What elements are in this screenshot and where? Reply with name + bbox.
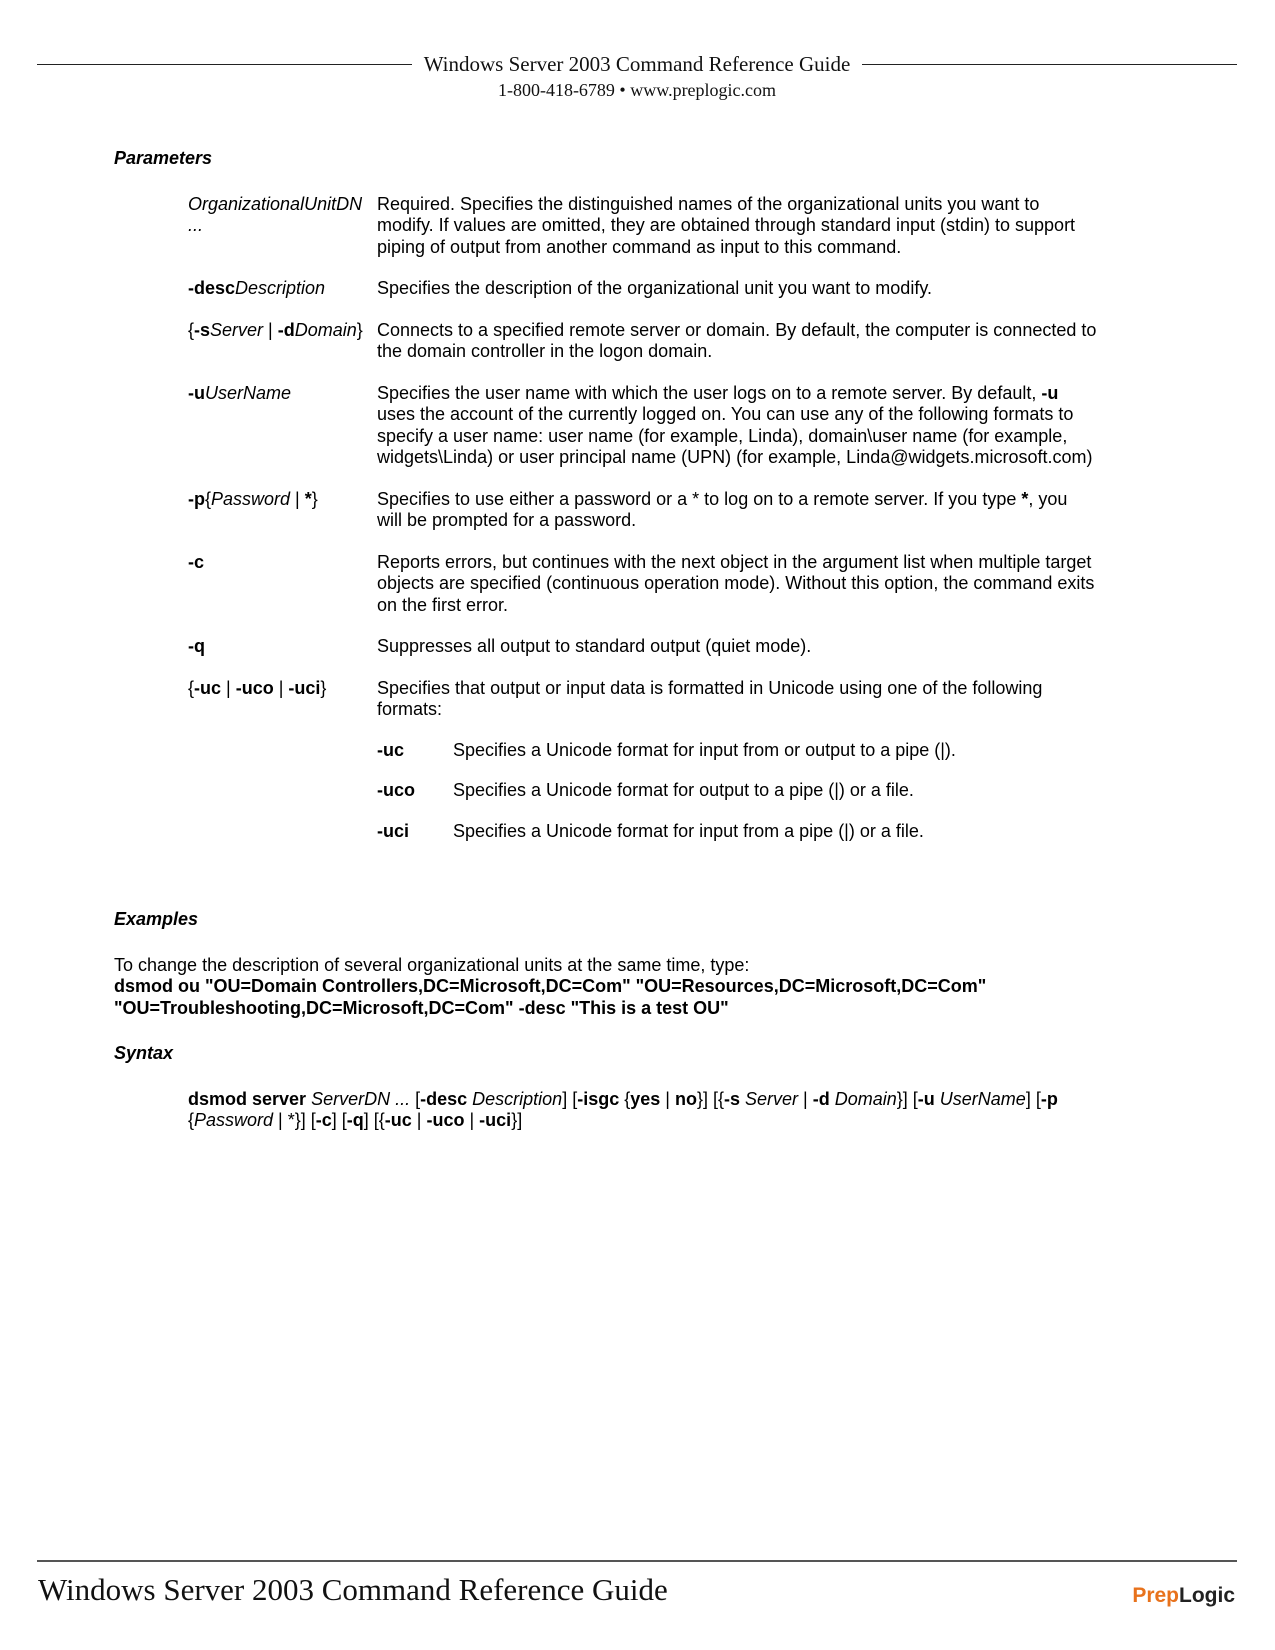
header-rule-right — [862, 64, 1237, 65]
syntax-arg: ServerDN ... — [306, 1088, 411, 1109]
examples-heading: Examples — [114, 909, 199, 929]
syntax-punct: ] [ — [562, 1088, 578, 1109]
param-desc — [377, 489, 1097, 532]
param-name — [188, 278, 377, 300]
syntax-arg: Description — [467, 1088, 563, 1109]
syntax-flag: -uco — [426, 1110, 465, 1130]
param-name-italic: Server — [210, 319, 264, 340]
syntax-arg: Server — [740, 1088, 799, 1109]
syntax-punct: { — [188, 1110, 195, 1130]
param-desc: Suppresses all output to standard output (quiet mode). — [377, 636, 812, 656]
syntax-flag: no — [674, 1088, 697, 1109]
param-desc — [377, 383, 1097, 469]
page-header — [37, 52, 1237, 101]
param-punct: | — [273, 677, 289, 698]
param-name — [188, 320, 377, 363]
param-name — [188, 552, 377, 617]
logo-logic: Logic — [1179, 1584, 1235, 1607]
header-rule-left — [37, 64, 412, 65]
param-name-italic: Description — [235, 278, 326, 298]
param-desc-text: uses the account of the currently logged on. You can use any of the following formats to specify a user name: user name (for example, Linda), domain\user name (for example, widgets\Linda) or user principal name (UPN) (for example, Linda@widgets.microsoft.com) — [377, 404, 1093, 467]
param-name-italic: Domain — [294, 319, 357, 340]
syntax-punct: }] [ — [896, 1088, 918, 1109]
param-flag: -s — [194, 319, 211, 340]
param-name — [188, 194, 377, 259]
param-desc: Connects to a specified remote server or domain. By default, the computer is connected to the domain controller in the logon domain. — [377, 319, 1097, 361]
param-name-italic: Password — [211, 488, 291, 509]
syntax-punct: | — [411, 1110, 427, 1130]
syntax-punct: [ — [410, 1088, 421, 1109]
param-desc-text: Specifies to use either a password or a * to log on to a remote server. If you type — [377, 488, 1022, 509]
param-punct: } — [320, 677, 327, 698]
param-desc-text: Specifies that output or input data is formatted in Unicode using one of the following formats: — [377, 677, 1043, 719]
header-title: Windows Server 2003 Command Reference Guide — [423, 52, 851, 76]
syntax-arg: UserName — [934, 1088, 1026, 1109]
param-name-italic: UserName — [205, 382, 292, 403]
footer-title: Windows Server 2003 Command Reference Guide — [38, 1572, 668, 1607]
unicode-format-flag: -uci — [377, 820, 410, 841]
syntax-arg: Domain — [829, 1088, 897, 1109]
page-content — [114, 148, 1114, 1132]
syntax-flag: -u — [917, 1088, 935, 1109]
param-punct: | — [290, 488, 305, 509]
param-flag: -p — [188, 488, 205, 509]
param-desc: Reports errors, but continues with the next object in the argument list when multiple target objects are specified (continuous operation mode). Without this option, the command exits on the first error. — [377, 551, 1095, 615]
parameters-heading: Parameters — [114, 148, 213, 168]
syntax-punct: | — [798, 1088, 813, 1109]
syntax-flag: -d — [812, 1088, 830, 1109]
param-flag: -c — [188, 551, 205, 572]
param-row — [188, 678, 1114, 862]
param-row — [188, 489, 1114, 532]
param-row — [188, 320, 1114, 363]
param-flag: -q — [188, 636, 205, 656]
footer-rule — [37, 1560, 1237, 1562]
syntax-punct: ] [ — [331, 1110, 347, 1130]
param-punct: } — [356, 319, 363, 340]
preplogic-logo — [1132, 1584, 1235, 1608]
unicode-format-row — [377, 821, 1097, 843]
param-row — [188, 383, 1114, 469]
unicode-format-row — [377, 740, 1097, 762]
header-title-row — [37, 52, 1237, 77]
param-name — [188, 678, 377, 862]
param-desc — [377, 678, 1097, 862]
syntax-flag: yes — [630, 1088, 661, 1109]
param-flag: -desc — [188, 278, 236, 298]
param-row — [188, 194, 1114, 259]
param-name — [188, 489, 377, 532]
param-name — [188, 383, 377, 469]
param-flag: -uco — [235, 677, 274, 698]
syntax-line — [188, 1089, 1093, 1132]
unicode-format-list — [377, 740, 1097, 843]
param-desc-flag: * — [1021, 488, 1029, 509]
param-flag: -uci — [288, 677, 321, 698]
example-block — [114, 955, 1114, 1020]
syntax-heading: Syntax — [114, 1043, 174, 1063]
param-punct: | — [263, 319, 278, 340]
syntax-arg: Password — [194, 1110, 274, 1130]
param-name — [188, 636, 377, 658]
param-punct: { — [188, 319, 195, 340]
syntax-flag: -q — [346, 1110, 364, 1130]
syntax-punct: ] [ — [1025, 1088, 1041, 1109]
syntax-punct: | *}] [ — [273, 1110, 316, 1130]
syntax-flag: -isgc — [577, 1088, 620, 1109]
syntax-flag: -desc — [420, 1088, 468, 1109]
syntax-punct: | — [660, 1088, 675, 1109]
unicode-format-row — [377, 780, 1097, 802]
syntax-punct: { — [619, 1088, 631, 1109]
unicode-format-flag: -uc — [377, 739, 404, 760]
syntax-command: dsmod server — [188, 1088, 307, 1109]
syntax-flag: -uci — [479, 1110, 512, 1130]
syntax-punct: }] — [511, 1110, 523, 1130]
param-punct: } — [311, 488, 318, 509]
param-flag: -d — [277, 319, 295, 340]
unicode-format-desc: Specifies a Unicode format for input from a pipe (|) or a file. — [453, 820, 924, 841]
param-desc-text: , you will be prompted for a password. — [377, 488, 1068, 530]
param-desc-flag: -u — [1041, 382, 1059, 403]
logo-prep: Prep — [1132, 1584, 1179, 1607]
param-punct: { — [205, 488, 212, 509]
param-flag: -u — [188, 382, 205, 403]
param-row — [188, 278, 1114, 300]
header-contact: 1-800-418-6789 • www.preplogic.com — [497, 80, 777, 100]
syntax-flag: -uc — [384, 1110, 412, 1130]
syntax-flag: -s — [724, 1088, 741, 1109]
param-row — [188, 552, 1114, 617]
syntax-punct: }] [{ — [696, 1088, 724, 1109]
syntax-punct: ] [{ — [363, 1110, 385, 1130]
parameters-list — [188, 194, 1114, 862]
example-command: dsmod ou "OU=Domain Controllers,DC=Microsoft,DC=Com" "OU=Resources,DC=Microsoft,DC=Com" "OU=Troubleshooting,DC=Microsoft,DC=Com" -desc "This is a test OU" — [114, 976, 987, 1018]
param-flag: -uc — [194, 677, 222, 698]
param-row — [188, 636, 1114, 658]
param-punct: { — [188, 677, 195, 698]
example-intro: To change the description of several organizational units at the same time, type: — [114, 954, 750, 975]
unicode-format-desc: Specifies a Unicode format for output to a pipe (|) or a file. — [453, 780, 914, 800]
syntax-flag: -p — [1040, 1088, 1058, 1109]
syntax-flag: -c — [315, 1110, 332, 1130]
param-desc-text: Specifies the user name with which the user logs on to a remote server. By default, — [377, 382, 1042, 403]
unicode-format-flag: -uco — [377, 780, 415, 800]
param-flag: * — [304, 488, 312, 509]
param-name-italic: OrganizationalUnitDN ... — [188, 193, 363, 235]
unicode-format-desc: Specifies a Unicode format for input from or output to a pipe (|). — [453, 739, 956, 760]
param-desc: Required. Specifies the distinguished names of the organizational units you want to modify. If values are omitted, they are obtained through standard input (stdin) to support piping of output from another command as input to this command. — [377, 193, 1076, 257]
param-punct: | — [221, 677, 236, 698]
param-desc: Specifies the description of the organizational unit you want to modify. — [377, 278, 932, 298]
syntax-punct: | — [464, 1110, 480, 1130]
